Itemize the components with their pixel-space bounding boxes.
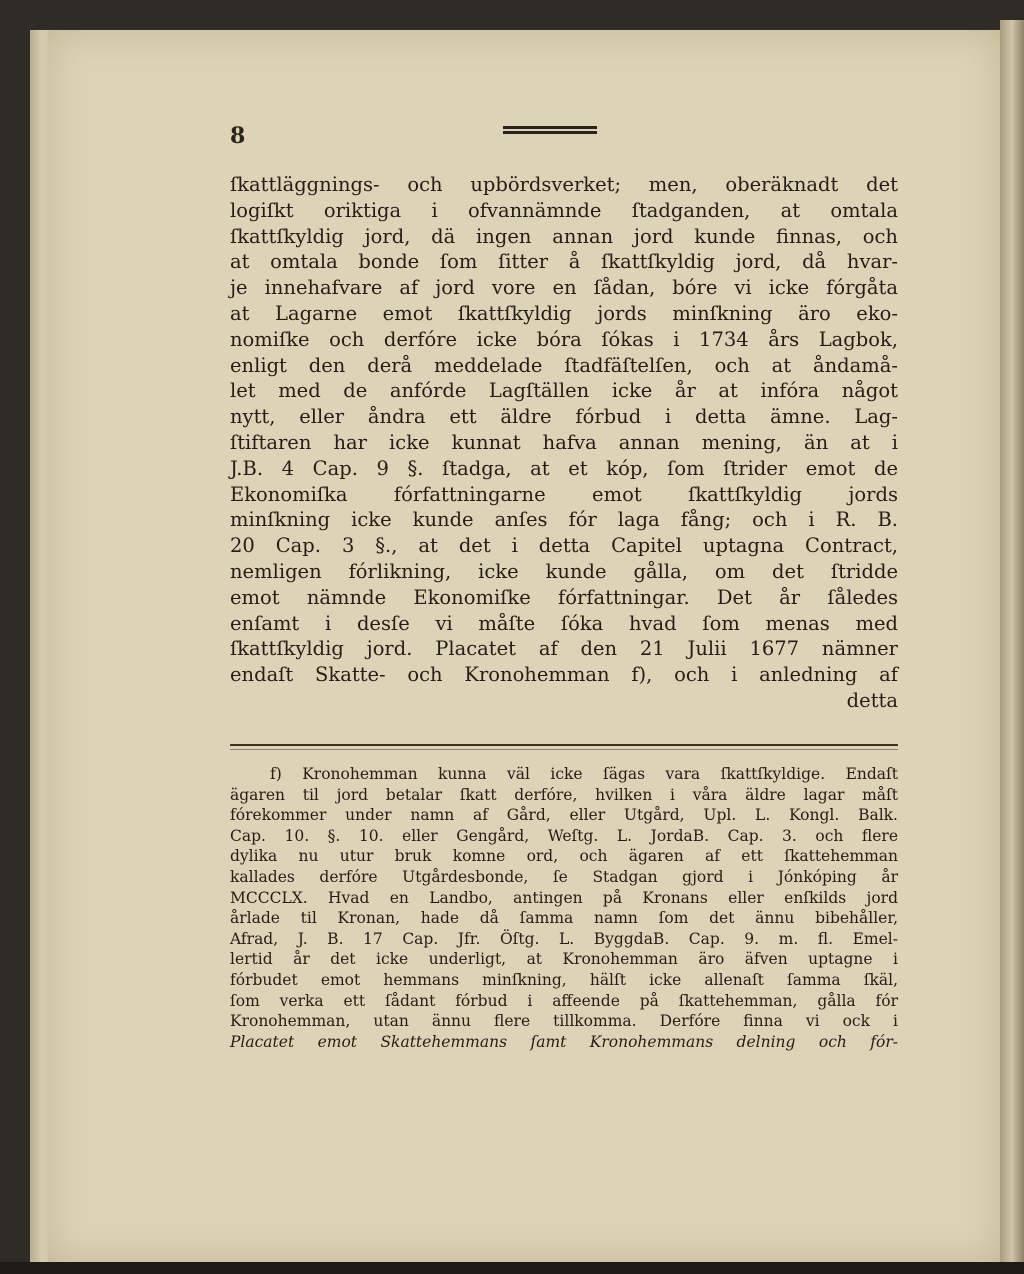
footnote-divider-thin <box>230 749 898 750</box>
binding-edge <box>1000 20 1024 1274</box>
body-line: detta <box>846 688 898 712</box>
footnote-line: dylika nu utur bruk komne ord, och ägaren af ett ſkattehemman <box>230 847 898 866</box>
body-line: nomiſke och derfóre icke bóra ſókas i 1734 års Lagbok, <box>230 327 898 351</box>
page-number: 8 <box>230 123 246 149</box>
footnote-divider <box>230 744 898 746</box>
footnote-line: lertid år det icke underligt, at Kronohemman äro äfven uptagne i <box>230 950 898 969</box>
footnote-line: fórbudet emot hemmans minſkning, hälſt icke allenaſt ſamma ſkäl, <box>230 970 898 989</box>
footnote-line: årlade til Kronan, hade då ſamma namn ſom det ännu bibehåller, <box>230 909 898 928</box>
footnote-line: fórekommer under namn af Gård, eller Utgård, Upl. L. Kongl. Balk. <box>230 806 898 825</box>
body-line: at Lagarne emot ſkattſkyldig jords minſkning äro eko- <box>230 301 898 325</box>
body-text <box>230 172 898 714</box>
footnote-line: Cap. 10. §. 10. eller Gengård, Weſtg. L. JordaB. Cap. 3. och flere <box>230 826 898 845</box>
header-ornament-rule <box>503 126 597 138</box>
body-line: minſkning icke kunde anſes fór laga fång; och i R. B. <box>230 508 898 532</box>
footnote-line: Kronohemman, utan ännu flere tillkomma. Derfóre finna vi ock i <box>230 1012 898 1031</box>
body-line: ſkattläggnings- och upbördsverket; men, oberäknadt det <box>230 173 898 196</box>
footnote-line: ägaren til jord betalar ſkatt derfóre, hvilken i våra äldre lagar måſt <box>230 785 898 804</box>
footnote-line: ſom verka ett ſådant fórbud i affeende på ſkattehemman, gålla fór <box>230 991 898 1010</box>
stacked-page-edge <box>30 30 50 1262</box>
body-line: ſkattſkyldig jord, dä ingen annan jord kunde finnas, och <box>230 224 898 248</box>
body-line: ſtiftaren har icke kunnat hafva annan mening, än at i <box>230 430 898 454</box>
body-line: ſkattſkyldig jord. Placatet af den 21 Julii 1677 nämner <box>230 637 898 661</box>
body-line: Ekonomiſka fórfattningarne emot ſkattſkyldig jords <box>230 482 898 506</box>
footnote-line: Placatet emot Skattehemmans ſamt Kronohemmans delning och fór- <box>230 1032 898 1051</box>
body-line: nytt, eller åndra ett äldre fórbud i detta ämne. Lag- <box>230 405 898 429</box>
body-line: logiſkt oriktiga i ofvannämnde ſtadganden, at omtala <box>230 198 898 222</box>
body-line: let med de anfórde Lagſtällen icke år at infóra något <box>230 379 898 403</box>
body-line: enligt den derå meddelade ſtadfäſtelſen, och at åndamå- <box>230 353 898 377</box>
body-line: J.B. 4 Cap. 9 §. ſtadga, at et kóp, ſom ſtrider emot de <box>230 456 898 480</box>
body-line: je innehafvare af jord vore en ſådan, bóre vi icke fórgåta <box>230 276 898 300</box>
footnote <box>230 764 898 1052</box>
body-line: emot nämnde Ekonomiſke fórfattningar. Det år ſåledes <box>230 585 898 609</box>
body-line: endaſt Skatte- och Kronohemman f), och i anledning af <box>230 663 898 687</box>
body-line: enſamt i desſe vi måſte ſóka hvad ſom menas med <box>230 611 898 635</box>
body-line: 20 Cap. 3 §., at det i detta Capitel uptagna Contract, <box>230 534 898 558</box>
scan-border <box>0 1262 1024 1274</box>
footnote-line: f) Kronohemman kunna väl icke ſägas vara ſkattſkyldige. Endaſt <box>270 765 898 783</box>
body-line: at omtala bonde ſom ſitter å ſkattſkyldig jord, då hvar- <box>230 250 898 274</box>
footnote-line: MCCCLX. Hvad en Landbo, antingen på Kronans eller enſkilds jord <box>230 888 898 907</box>
footnote-line: Afrad, J. B. 17 Cap. Jfr. Öſtg. L. ByggdaB. Cap. 9. m. fl. Emel- <box>230 929 898 948</box>
footnote-line: kallades derfóre Utgårdesbonde, ſe Stadgan gjord i Jónkóping år <box>230 867 898 886</box>
body-line: nemligen fórlikning, icke kunde gålla, om det ſtridde <box>230 559 898 583</box>
